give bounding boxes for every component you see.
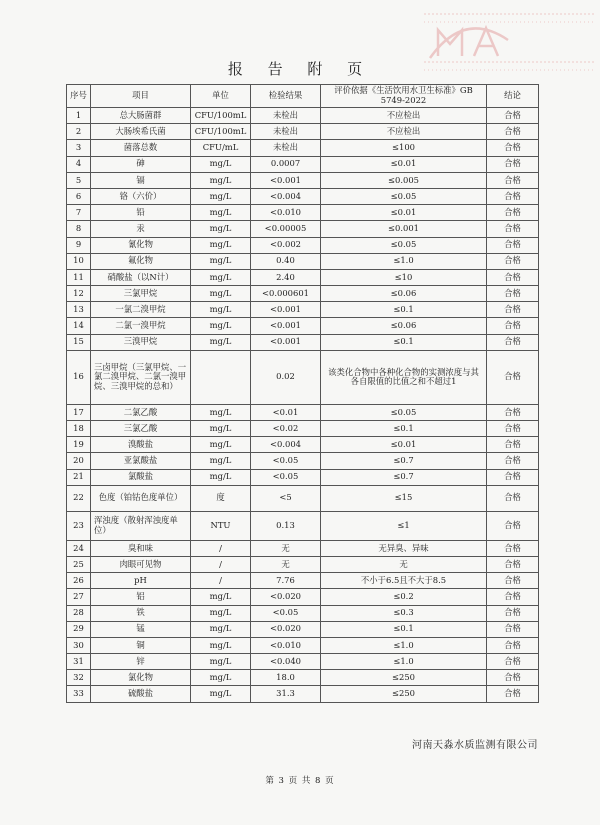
cell-no: 30	[67, 637, 91, 653]
table-row	[67, 686, 539, 702]
cell-basis: ≤0.06	[321, 286, 487, 302]
table-row	[67, 108, 539, 124]
cell-basis: ≤0.3	[321, 605, 487, 621]
table-row	[67, 124, 539, 140]
cell-conclusion: 合格	[487, 221, 539, 237]
cell-item: 三溴甲烷	[91, 334, 191, 350]
cell-result: 未检出	[251, 108, 321, 124]
cell-result: <0.002	[251, 237, 321, 253]
cell-conclusion: 合格	[487, 253, 539, 269]
cell-item: 铝	[91, 589, 191, 605]
cell-basis: ≤0.1	[321, 621, 487, 637]
cell-basis: ≤250	[321, 670, 487, 686]
cell-conclusion: 合格	[487, 605, 539, 621]
cell-item: 一氯二溴甲烷	[91, 302, 191, 318]
table-row	[67, 453, 539, 469]
cell-unit: mg/L	[191, 172, 251, 188]
cell-result: 0.40	[251, 253, 321, 269]
cell-conclusion: 合格	[487, 621, 539, 637]
cell-item: 三氯甲烷	[91, 286, 191, 302]
cell-no: 15	[67, 334, 91, 350]
cell-unit: mg/L	[191, 670, 251, 686]
cell-unit: CFU/mL	[191, 140, 251, 156]
cell-no: 3	[67, 140, 91, 156]
cell-no: 31	[67, 654, 91, 670]
cell-result: <0.01	[251, 404, 321, 420]
cell-no: 29	[67, 621, 91, 637]
cell-no: 8	[67, 221, 91, 237]
cell-item: 菌落总数	[91, 140, 191, 156]
cell-no: 20	[67, 453, 91, 469]
cell-basis: ≤0.01	[321, 437, 487, 453]
cell-item: 铁	[91, 605, 191, 621]
cell-no: 19	[67, 437, 91, 453]
cell-item: 二氯乙酸	[91, 404, 191, 420]
cell-result: <0.000601	[251, 286, 321, 302]
cell-no: 10	[67, 253, 91, 269]
cell-unit: mg/L	[191, 421, 251, 437]
cell-basis: ≤0.05	[321, 404, 487, 420]
cell-basis: ≤0.2	[321, 589, 487, 605]
cell-unit	[191, 350, 251, 404]
table-row	[67, 404, 539, 420]
cell-unit: mg/L	[191, 302, 251, 318]
cell-item: pH	[91, 573, 191, 589]
cell-unit: mg/L	[191, 221, 251, 237]
cell-unit: 度	[191, 485, 251, 511]
cell-item: 二氯一溴甲烷	[91, 318, 191, 334]
cell-result: <0.020	[251, 589, 321, 605]
cell-basis: ≤1	[321, 511, 487, 540]
cell-item: 锰	[91, 621, 191, 637]
cell-unit: mg/L	[191, 621, 251, 637]
cell-item: 硫酸盐	[91, 686, 191, 702]
cell-conclusion: 合格	[487, 573, 539, 589]
col-header-item: 项目	[91, 85, 191, 108]
cell-unit: mg/L	[191, 437, 251, 453]
cell-result: <0.001	[251, 334, 321, 350]
table-row	[67, 350, 539, 404]
cell-unit: mg/L	[191, 654, 251, 670]
table-row	[67, 188, 539, 204]
cell-no: 28	[67, 605, 91, 621]
cell-result: 0.13	[251, 511, 321, 540]
cell-item: 铅	[91, 205, 191, 221]
cell-result: 未检出	[251, 140, 321, 156]
cell-basis: ≤0.01	[321, 205, 487, 221]
cell-item: 三卤甲烷（三氯甲烷、一氯二溴甲烷、二氯一溴甲烷、三溴甲烷的总和）	[91, 350, 191, 404]
table-row	[67, 511, 539, 540]
cell-basis: 无异臭、异味	[321, 540, 487, 556]
table-row	[67, 318, 539, 334]
cell-result: 0.02	[251, 350, 321, 404]
cell-no: 32	[67, 670, 91, 686]
cell-result: <0.001	[251, 172, 321, 188]
cell-no: 21	[67, 469, 91, 485]
cell-item: 三氯乙酸	[91, 421, 191, 437]
cell-no: 11	[67, 269, 91, 285]
cell-no: 23	[67, 511, 91, 540]
cell-conclusion: 合格	[487, 437, 539, 453]
cell-unit: /	[191, 556, 251, 572]
cell-item: 锌	[91, 654, 191, 670]
cell-result: 无	[251, 556, 321, 572]
cell-no: 27	[67, 589, 91, 605]
cell-item: 硝酸盐（以N计）	[91, 269, 191, 285]
cell-item: 铬（六价）	[91, 188, 191, 204]
cell-unit: mg/L	[191, 637, 251, 653]
cell-unit: NTU	[191, 511, 251, 540]
cell-conclusion: 合格	[487, 637, 539, 653]
col-header-unit: 单位	[191, 85, 251, 108]
cell-result: 31.3	[251, 686, 321, 702]
cell-conclusion: 合格	[487, 670, 539, 686]
company-name: 河南天淼水质监测有限公司	[412, 740, 538, 751]
cell-basis: ≤0.001	[321, 221, 487, 237]
cell-item: 氯化物	[91, 670, 191, 686]
cell-conclusion: 合格	[487, 654, 539, 670]
cell-no: 18	[67, 421, 91, 437]
cell-item: 溴酸盐	[91, 437, 191, 453]
cell-no: 9	[67, 237, 91, 253]
col-header-basis: 评价依据《生活饮用水卫生标准》GB 5749-2022	[321, 85, 487, 108]
cell-conclusion: 合格	[487, 108, 539, 124]
cell-result: 无	[251, 540, 321, 556]
cell-item: 大肠埃希氏菌	[91, 124, 191, 140]
cell-result: <0.040	[251, 654, 321, 670]
cell-conclusion: 合格	[487, 237, 539, 253]
table-header-row	[67, 85, 539, 108]
cell-item: 总大肠菌群	[91, 108, 191, 124]
cell-conclusion: 合格	[487, 286, 539, 302]
cell-result: <0.004	[251, 188, 321, 204]
cell-result: <0.001	[251, 302, 321, 318]
cell-conclusion: 合格	[487, 453, 539, 469]
cell-unit: /	[191, 573, 251, 589]
cell-no: 5	[67, 172, 91, 188]
table-row	[67, 437, 539, 453]
cell-conclusion: 合格	[487, 172, 539, 188]
cell-basis: ≤100	[321, 140, 487, 156]
table-row	[67, 540, 539, 556]
col-header-conclusion: 结论	[487, 85, 539, 108]
cell-result: <0.020	[251, 621, 321, 637]
cell-item: 氰化物	[91, 237, 191, 253]
table-row	[67, 140, 539, 156]
cell-no: 16	[67, 350, 91, 404]
cell-basis: 该类化合物中各种化合物的实测浓度与其各自限值的比值之和不超过1	[321, 350, 487, 404]
table-row	[67, 221, 539, 237]
cell-conclusion: 合格	[487, 485, 539, 511]
cell-conclusion: 合格	[487, 421, 539, 437]
cell-conclusion: 合格	[487, 334, 539, 350]
cell-no: 26	[67, 573, 91, 589]
table-row	[67, 253, 539, 269]
cell-unit: mg/L	[191, 404, 251, 420]
cell-conclusion: 合格	[487, 686, 539, 702]
cell-basis: ≤1.0	[321, 253, 487, 269]
cell-conclusion: 合格	[487, 469, 539, 485]
cell-item: 汞	[91, 221, 191, 237]
cell-basis: ≤0.005	[321, 172, 487, 188]
cell-unit: mg/L	[191, 237, 251, 253]
cell-basis: ≤0.05	[321, 188, 487, 204]
cell-basis: ≤0.1	[321, 334, 487, 350]
cell-result: <0.05	[251, 453, 321, 469]
cell-conclusion: 合格	[487, 140, 539, 156]
cell-basis: ≤0.7	[321, 453, 487, 469]
cell-unit: mg/L	[191, 205, 251, 221]
table-row	[67, 556, 539, 572]
cell-unit: mg/L	[191, 188, 251, 204]
cell-no: 6	[67, 188, 91, 204]
cell-conclusion: 合格	[487, 589, 539, 605]
cell-item: 氟化物	[91, 253, 191, 269]
cell-unit: mg/L	[191, 253, 251, 269]
cell-unit: mg/L	[191, 286, 251, 302]
table-row	[67, 670, 539, 686]
cell-result: 2.40	[251, 269, 321, 285]
table-row	[67, 605, 539, 621]
cell-basis: ≤1.0	[321, 654, 487, 670]
cell-result: <0.010	[251, 205, 321, 221]
cell-unit: mg/L	[191, 686, 251, 702]
cell-basis: ≤0.7	[321, 469, 487, 485]
cell-no: 7	[67, 205, 91, 221]
cell-unit: mg/L	[191, 156, 251, 172]
cell-result: <5	[251, 485, 321, 511]
cell-basis: ≤250	[321, 686, 487, 702]
table-row	[67, 421, 539, 437]
cell-item: 铜	[91, 637, 191, 653]
cell-result: <0.004	[251, 437, 321, 453]
cell-no: 2	[67, 124, 91, 140]
cell-no: 22	[67, 485, 91, 511]
cell-unit: CFU/100mL	[191, 108, 251, 124]
cell-no: 25	[67, 556, 91, 572]
table-row	[67, 302, 539, 318]
cell-item: 氯酸盐	[91, 469, 191, 485]
cell-item: 镉	[91, 172, 191, 188]
cell-no: 4	[67, 156, 91, 172]
cell-unit: mg/L	[191, 589, 251, 605]
cell-no: 33	[67, 686, 91, 702]
cell-conclusion: 合格	[487, 302, 539, 318]
cell-conclusion: 合格	[487, 350, 539, 404]
cell-basis: ≤0.06	[321, 318, 487, 334]
cell-unit: mg/L	[191, 334, 251, 350]
table-row	[67, 621, 539, 637]
cell-item: 臭和味	[91, 540, 191, 556]
table-row	[67, 485, 539, 511]
cell-basis: 不应检出	[321, 124, 487, 140]
cell-unit: /	[191, 540, 251, 556]
table-row	[67, 205, 539, 221]
cell-result: <0.05	[251, 469, 321, 485]
table-row	[67, 172, 539, 188]
cell-item: 浑浊度（散射浑浊度单位）	[91, 511, 191, 540]
table-row	[67, 469, 539, 485]
page-number: 第 3 页 共 8 页	[265, 776, 335, 786]
table-row	[67, 654, 539, 670]
cell-basis: 不应检出	[321, 108, 487, 124]
cell-no: 24	[67, 540, 91, 556]
table-row	[67, 637, 539, 653]
cell-no: 17	[67, 404, 91, 420]
cell-item: 亚氯酸盐	[91, 453, 191, 469]
table-row	[67, 573, 539, 589]
cell-basis: ≤0.1	[321, 302, 487, 318]
cell-unit: CFU/100mL	[191, 124, 251, 140]
cell-conclusion: 合格	[487, 124, 539, 140]
cell-result: <0.010	[251, 637, 321, 653]
cell-basis: ≤1.0	[321, 637, 487, 653]
cell-unit: mg/L	[191, 469, 251, 485]
cell-item: 色度（铂钴色度单位）	[91, 485, 191, 511]
cell-result: 7.76	[251, 573, 321, 589]
cell-conclusion: 合格	[487, 556, 539, 572]
cell-conclusion: 合格	[487, 205, 539, 221]
col-header-no: 序号	[67, 85, 91, 108]
cell-no: 14	[67, 318, 91, 334]
cell-conclusion: 合格	[487, 511, 539, 540]
table-row	[67, 286, 539, 302]
cell-result: <0.05	[251, 605, 321, 621]
cell-result: 18.0	[251, 670, 321, 686]
cell-unit: mg/L	[191, 269, 251, 285]
cell-basis: 无	[321, 556, 487, 572]
cell-conclusion: 合格	[487, 404, 539, 420]
cell-conclusion: 合格	[487, 269, 539, 285]
cell-result: <0.001	[251, 318, 321, 334]
table-row	[67, 589, 539, 605]
cell-basis: ≤10	[321, 269, 487, 285]
cell-basis: ≤0.1	[321, 421, 487, 437]
col-header-result: 检验结果	[251, 85, 321, 108]
cell-no: 13	[67, 302, 91, 318]
cell-unit: mg/L	[191, 453, 251, 469]
cell-result: 未检出	[251, 124, 321, 140]
cell-result: <0.02	[251, 421, 321, 437]
cell-basis: ≤0.01	[321, 156, 487, 172]
cell-basis: ≤15	[321, 485, 487, 511]
cell-result: <0.00005	[251, 221, 321, 237]
cell-basis: ≤0.05	[321, 237, 487, 253]
cell-conclusion: 合格	[487, 318, 539, 334]
cell-result: 0.0007	[251, 156, 321, 172]
cell-item: 肉眼可见物	[91, 556, 191, 572]
cell-conclusion: 合格	[487, 540, 539, 556]
cell-conclusion: 合格	[487, 156, 539, 172]
cell-unit: mg/L	[191, 605, 251, 621]
table-row	[67, 237, 539, 253]
table-row	[67, 156, 539, 172]
cell-item: 砷	[91, 156, 191, 172]
cell-no: 12	[67, 286, 91, 302]
page-title: 报 告 附 页	[227, 60, 373, 78]
cell-basis: 不小于6.5且不大于8.5	[321, 573, 487, 589]
results-table	[66, 84, 539, 703]
cell-unit: mg/L	[191, 318, 251, 334]
table-row	[67, 334, 539, 350]
cell-conclusion: 合格	[487, 188, 539, 204]
table-row	[67, 269, 539, 285]
cell-no: 1	[67, 108, 91, 124]
